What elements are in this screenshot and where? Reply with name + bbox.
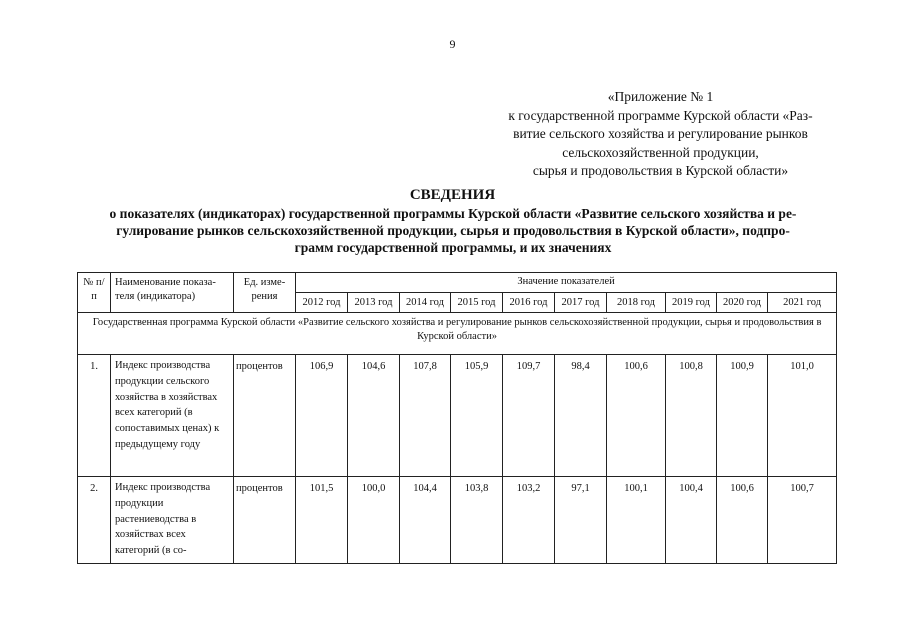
indicator-name: Индекс производства продукции сельского хозяйства в хозяйствах всех категорий (в сопоставимых ценах) к предыдущему году	[111, 355, 234, 477]
indicator-value: 98,4	[555, 355, 607, 477]
header-year: 2014 год	[400, 293, 451, 313]
indicator-value: 104,6	[348, 355, 400, 477]
header-year: 2021 год	[768, 293, 837, 313]
indicator-value: 103,8	[451, 477, 503, 564]
indicator-unit: процентов	[234, 477, 296, 564]
indicator-value: 100,0	[348, 477, 400, 564]
indicator-value: 104,4	[400, 477, 451, 564]
appendix-note	[488, 88, 833, 181]
indicator-value: 100,8	[666, 355, 717, 477]
indicator-value: 100,6	[717, 477, 768, 564]
appendix-line: «Приложение № 1	[607, 89, 714, 104]
header-year: 2018 год	[607, 293, 666, 313]
appendix-line: к государственной программе Курской области «Раз-	[508, 107, 813, 123]
header-year: 2013 год	[348, 293, 400, 313]
indicator-value: 106,9	[296, 355, 348, 477]
table-row	[78, 355, 837, 477]
indicator-value: 100,6	[607, 355, 666, 477]
header-year: 2019 год	[666, 293, 717, 313]
appendix-line: сельскохозяйственной продукции,	[562, 144, 759, 160]
indicator-value: 105,9	[451, 355, 503, 477]
table-row	[78, 477, 837, 564]
indicators-table	[77, 272, 837, 564]
indicator-value: 103,2	[503, 477, 555, 564]
header-year: 2015 год	[451, 293, 503, 313]
indicator-value: 101,5	[296, 477, 348, 564]
row-number: 2.	[78, 477, 111, 564]
indicator-value: 100,4	[666, 477, 717, 564]
appendix-line: сырья и продовольствия в Курской области»	[532, 163, 789, 178]
document-subtitle	[62, 205, 844, 256]
indicator-value: 100,1	[607, 477, 666, 564]
indicator-value: 97,1	[555, 477, 607, 564]
indicator-value: 100,7	[768, 477, 837, 564]
indicator-value: 109,7	[503, 355, 555, 477]
document-title: СВЕДЕНИЯ	[409, 187, 496, 203]
indicator-value: 101,0	[768, 355, 837, 477]
header-year: 2016 год	[503, 293, 555, 313]
header-year: 2012 год	[296, 293, 348, 313]
subtitle-line: о показателях (индикаторах) государственной программы Курской области «Развитие сельского хозяйства и ре-	[109, 206, 797, 221]
indicator-value: 107,8	[400, 355, 451, 477]
program-row: Государственная программа Курской области «Развитие сельского хозяйства и регулирование рынков сельскохозяйственной продукции, сырья и продовольствия в Курской области»	[78, 313, 837, 355]
header-unit: Ед. изме-рения	[234, 273, 296, 313]
subtitle-line: гулирование рынков сельскохозяйственной продукции, сырья и продовольствия в Курской области», подпро-	[116, 223, 790, 238]
page-number: 9	[449, 37, 456, 51]
appendix-line: витие сельского хозяйства и регулирование рынков	[513, 126, 808, 141]
row-number: 1.	[78, 355, 111, 477]
header-year: 2020 год	[717, 293, 768, 313]
indicator-name: Индекс производства продукции растениеводства в хозяйствах всех категорий (в со-	[111, 477, 234, 564]
indicator-value: 100,9	[717, 355, 768, 477]
header-values-group: Значение показателей	[296, 273, 837, 293]
header-name: Наименование показа-теля (индикатора)	[111, 273, 234, 313]
header-num: № п/п	[78, 273, 111, 313]
indicator-unit: процентов	[234, 355, 296, 477]
subtitle-line: грамм государственной программы, и их значениях	[294, 240, 612, 255]
header-year: 2017 год	[555, 293, 607, 313]
